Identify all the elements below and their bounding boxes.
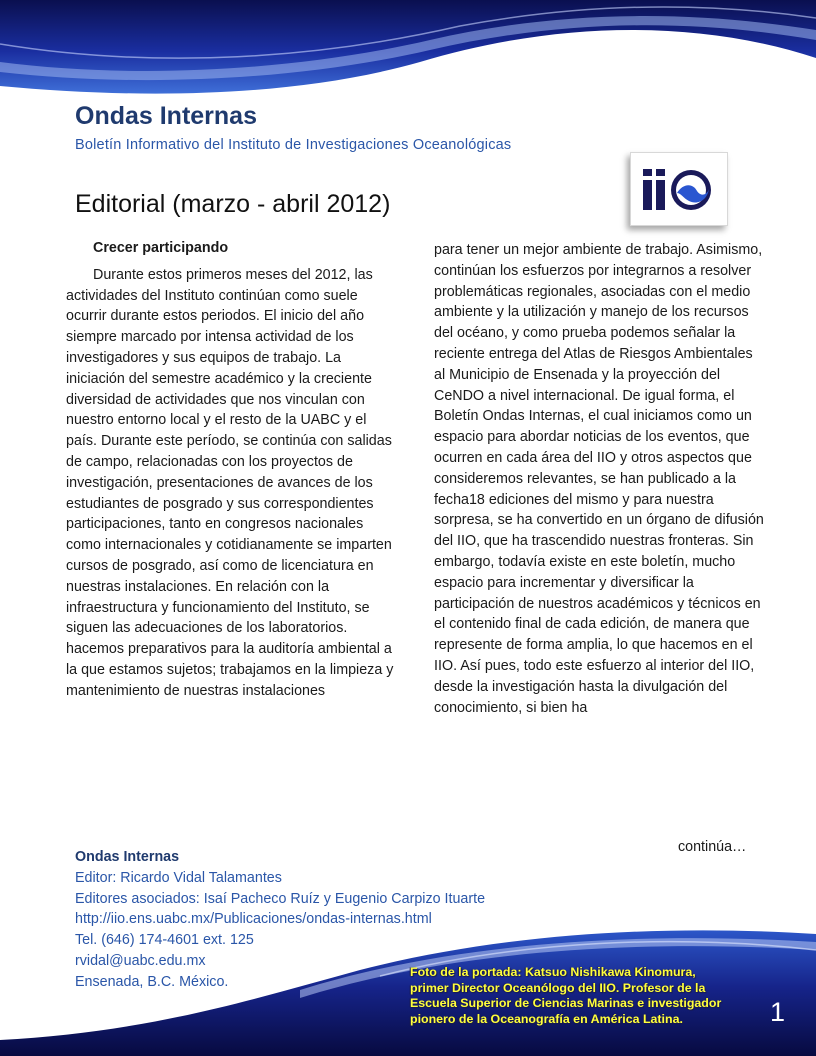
photo-credit-line: Escuela Superior de Ciencias Marinas e investigador — [410, 996, 722, 1011]
masthead-title: Ondas Internas — [75, 102, 257, 130]
credits-phone: Tel. (646) 174-4601 ext. 125 — [75, 932, 254, 949]
credits-url-link[interactable]: http://iio.ens.uabc.mx/Publicaciones/ondas-internas.html — [75, 911, 432, 928]
editorial-paragraph-right: para tener un mejor ambiente de trabajo. Asimismo, continúan los esfuerzos por integrarnos a resolver problemáticas regionales, asociadas con el medio ambiente y la utilización y manejo de los recursos del océano, y como prueba podemos señalar la reciente entrega del Atlas de Riesgos Ambientales al Municipio de Ensenada y la proyección del CeNDO a nivel internacional. De igual forma, el Boletín Ondas Internas, el cual iniciamos como un espacio para abordar noticias de los eventos, que ocurren en cada área del IIO y otros aspectos que consideremos relevantes, se han publicado a la fecha18 ediciones del mismo y para nuestra sorpresa, se ha convertido en un órgano de difusión del IIO, que ha trascendido nuestras fronteras. Sin embargo, todavía existe en este boletín, mucho espacio para incrementar y diversificar la participación de nuestros académicos y técnicos en el contenido final de cada edición, de manera que represente de forma amplia, lo que hacemos en el IIO. Así pues, todo este esfuerzo al interior del IIO, desde la investigación hasta la divulgación del conocimiento, si bien ha — [434, 242, 764, 716]
photo-credit-line: pionero de la Oceanografía en América Latina. — [410, 1011, 683, 1026]
iio-logo-icon — [641, 165, 717, 213]
page-number: 1 — [770, 997, 786, 1027]
credits-editor: Editor: Ricardo Vidal Talamantes — [75, 869, 282, 886]
masthead-subtitle: Boletín Informativo del Instituto de Investigaciones Oceanológicas — [75, 137, 512, 153]
credits-title: Ondas Internas — [75, 849, 180, 865]
credits-email-link[interactable]: rvidal@uabc.edu.mx — [75, 952, 206, 969]
credits-location: Ensenada, B.C. México. — [75, 973, 229, 990]
photo-credit — [410, 965, 760, 1027]
editorial-column-right — [434, 240, 764, 718]
photo-credit-line: Foto de la portada: Katsuo Nishikawa Kinomura, — [410, 965, 696, 979]
editorial-title: Editorial (marzo - abril 2012) — [75, 190, 391, 218]
iio-logo — [630, 152, 728, 226]
editorial-column-left — [66, 238, 396, 702]
continued-label: continúa… — [678, 839, 747, 855]
editorial-paragraph-left: Durante estos primeros meses del 2012, las actividades del Instituto continúan como suele ocurrir durante estos periodos. El inicio del año siempre marcado por intensa actividad de los investigadores y sus equipos de trabajo. La iniciación del semestre académico y la creciente diversidad de actividades que nos vinculan con nuestro entorno local y el resto de la UABC y el país. Durante este período, se continúa con salidas de campo, relacionadas con los proyectos de investigación, presentaciones de avances de los estudiantes de posgrado y sus correspondientes participaciones, tanto en congresos nacionales como internacionales y cotidianamente se imparten cursos de posgrado, así como de licenciatura en nuestras instalaciones. En relación con la infraestructura y funcionamiento del Instituto, se siguen las adecuaciones de los laboratorios. hacemos preparativos para la auditoría ambiental a la que estamos sujetos; trabajamos en la limpieza y mantenimiento de nuestras instalaciones — [66, 266, 394, 699]
credits-associate-editors: Editores asociados: Isaí Pacheco Ruíz y Eugenio Carpizo Ituarte — [75, 890, 486, 907]
photo-credit-line: primer Director Oceanólogo del IIO. Profesor de la — [410, 980, 706, 995]
section-heading: Crecer participando — [93, 240, 229, 256]
